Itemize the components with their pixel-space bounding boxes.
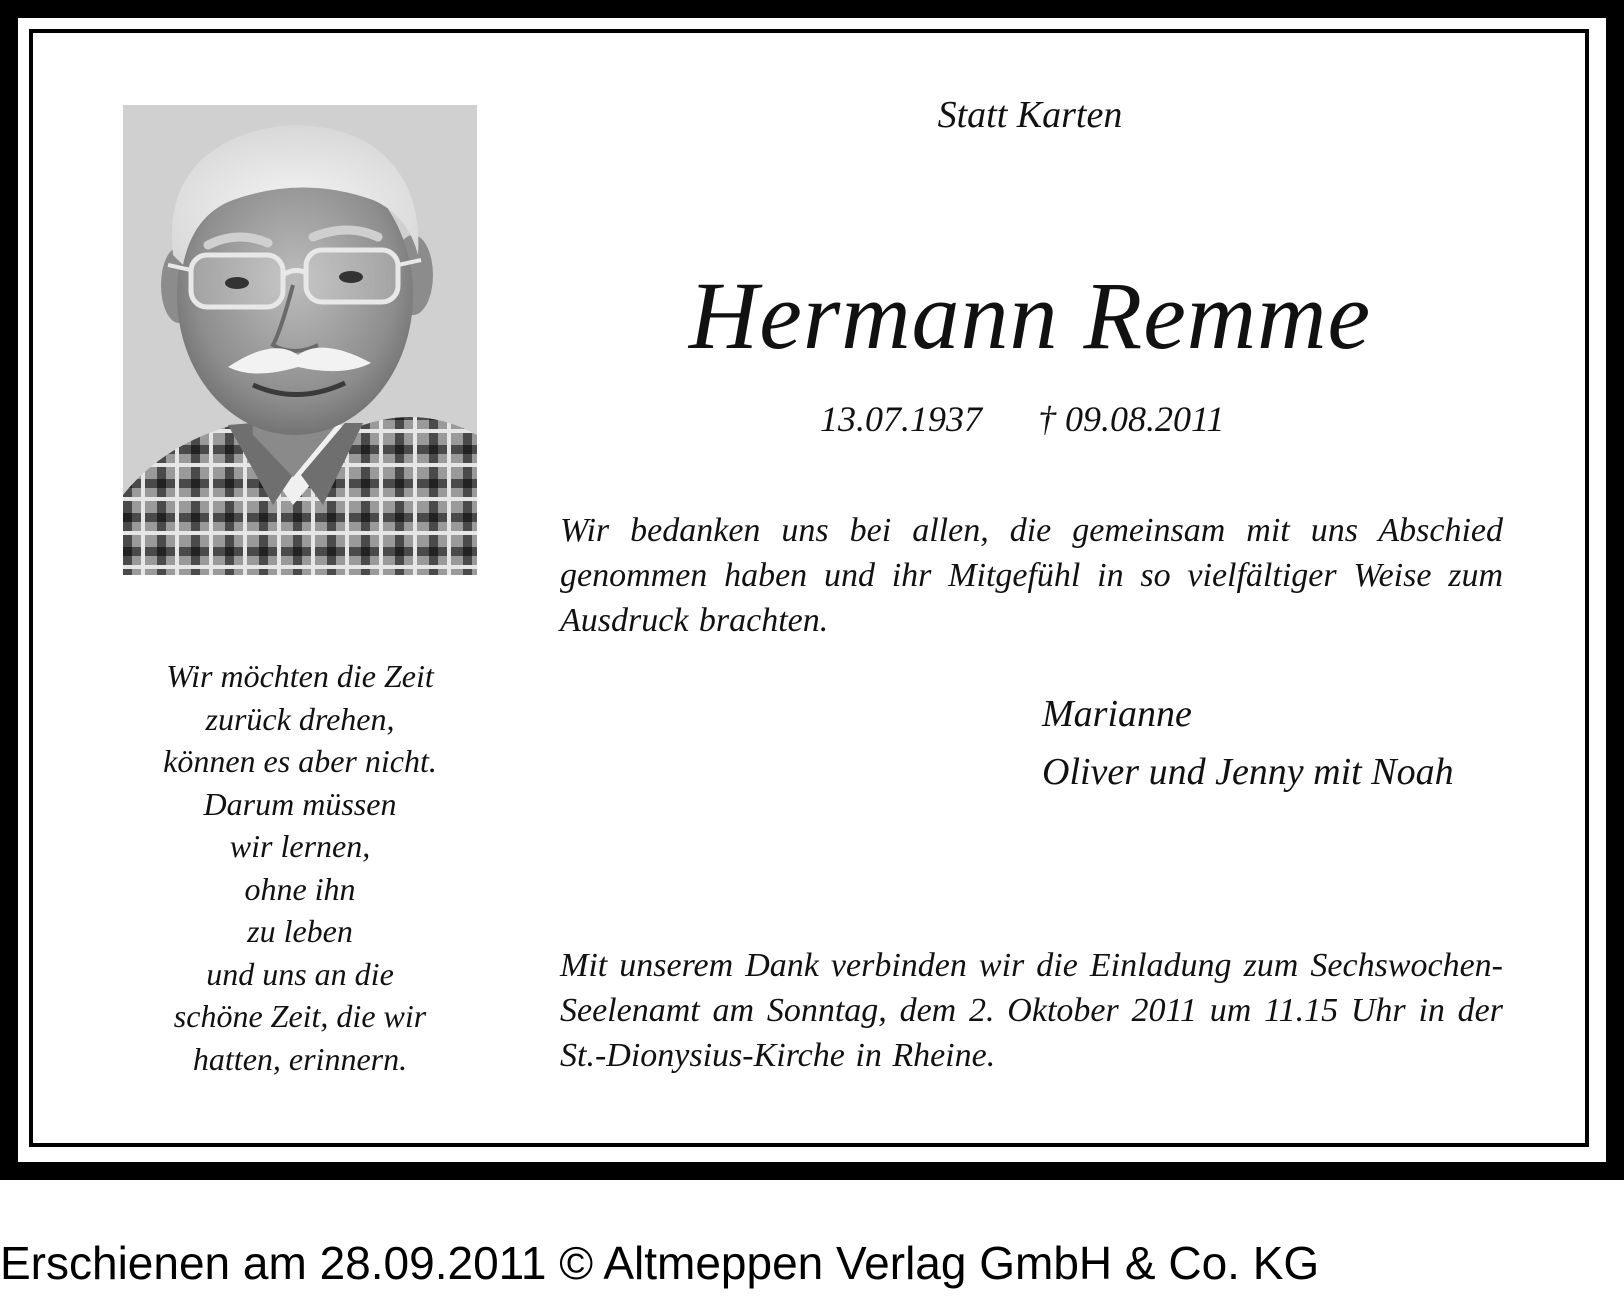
- portrait-illustration: [123, 105, 477, 575]
- death-date: † 09.08.2011: [1038, 399, 1225, 439]
- portrait-photo: [123, 105, 477, 575]
- invitation-paragraph: Mit unserem Dank verbinden wir die Einladung zum Sechswochen-Seelenamt am Sonntag, dem 2. Oktober 2011 um 11.15 Uhr in der St.-Dionysius-Kirche in Rheine.: [560, 947, 1503, 1074]
- publication-footer: Erschienen am 28.09.2011 © Altmeppen Verlag GmbH & Co. KG: [0, 1237, 1320, 1289]
- poem-line: zu leben: [247, 913, 353, 949]
- family-member-2: Oliver und Jenny mit Noah: [1042, 751, 1454, 793]
- poem-line: und uns an die: [206, 955, 394, 992]
- poem-line: schöne Zeit, die wir: [173, 998, 427, 1034]
- poem-line: ohne ihn: [244, 870, 356, 907]
- deceased-name: Hermann Remme: [688, 262, 1372, 369]
- poem-line: wir lernen,: [229, 828, 371, 864]
- family-member-1: Marianne: [1042, 693, 1192, 735]
- poem-line: zurück drehen,: [205, 700, 395, 737]
- header-statt-karten: Statt Karten: [937, 94, 1123, 136]
- poem-line: Darum müssen: [203, 785, 397, 822]
- poem-line: Wir möchten die Zeit: [166, 658, 434, 694]
- poem-line: hatten, erinnern.: [192, 1040, 408, 1077]
- memorial-poem: [100, 655, 500, 1080]
- birth-date: 13.07.1937: [820, 399, 982, 439]
- thanks-paragraph: Wir bedanken uns bei allen, die gemeinsam mit uns Abschied genommen haben und ihr Mitgefühl in so vielfältiger Weise zum Ausdruck brachten.: [560, 512, 1503, 639]
- poem-line: können es aber nicht.: [163, 743, 437, 779]
